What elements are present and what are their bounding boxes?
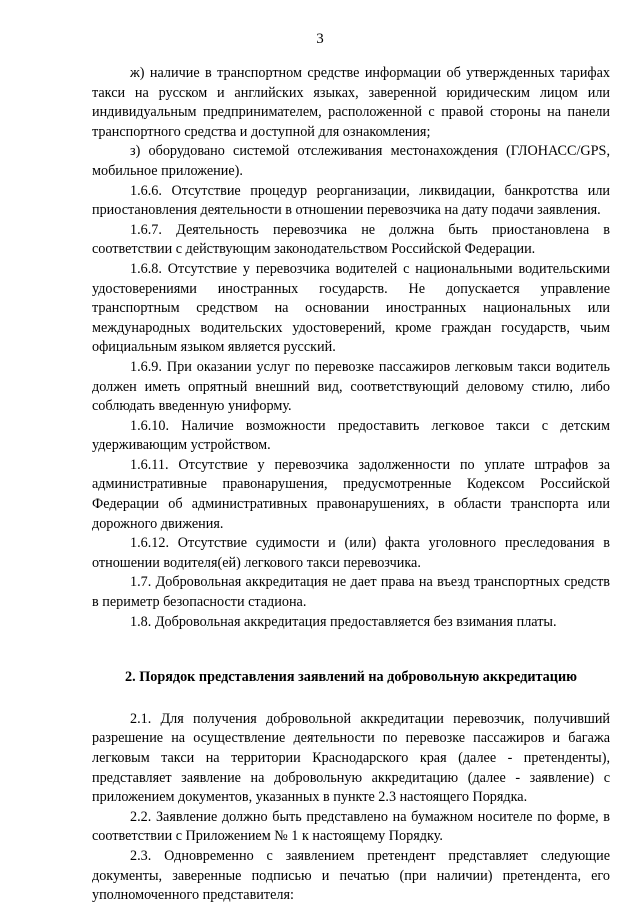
- paragraph-2-1: 2.1. Для получения добровольной аккредитации перевозчик, получивший разрешение на осуществление деятельности по перевозке пассажиров и багажа легковым такси на территории Краснодарского края (далее - претенденты), представляет заявление на добровольную аккредитацию (далее - заявление) с приложением документов, указанных в пункте 2.3 настоящего Порядка.: [92, 710, 610, 806]
- document-body: [92, 64, 610, 906]
- paragraph-2-2: 2.2. Заявление должно быть представлено на бумажном носителе по форме, в соответствии с Приложением № 1 к настоящему Порядку.: [92, 808, 610, 845]
- paragraph-1-8: 1.8. Добровольная аккредитация предоставляется без взимания платы.: [130, 613, 557, 630]
- paragraph-1-6-9: 1.6.9. При оказании услуг по перевозке пассажиров легковым такси водитель должен иметь опрятный внешний вид, соответствующий деловому стилю, либо соблюдать введенную униформу.: [92, 358, 610, 415]
- paragraph-1-6-12: 1.6.12. Отсутствие судимости и (или) факта уголовного преследования в отношении водителя(ей) легкового такси перевозчика.: [92, 535, 610, 571]
- paragraph-1-6-10: 1.6.10. Наличие возможности предоставить легковое такси с детским удерживающим устройством.: [92, 417, 610, 454]
- paragraph-item-z: з) оборудовано системой отслеживания местонахождения (ГЛОНАСС/GPS, мобильное приложение).: [92, 143, 610, 179]
- paragraph-1-6-11: 1.6.11. Отсутствие у перевозчика задолженности по уплате штрафов за административные правонарушения, предусмотренные Кодексом Российской Федерации об административных правонарушениях, в области транспорта или дорожного движения.: [92, 456, 610, 532]
- paragraph-2-3: 2.3. Одновременно с заявлением претендент представляет следующие документы, заверенные подписью и печатью (при наличии) претендента, его уполномоченного представителя:: [92, 847, 610, 904]
- paragraph-1-7: 1.7. Добровольная аккредитация не дает права на въезд транспортных средств в периметр безопасности стадиона.: [92, 574, 610, 611]
- paragraph-1-6-8: 1.6.8. Отсутствие у перевозчика водителей с национальными водительскими удостоверениями иностранных государств. Не допускается управление транспортным средством на основании иностранных национальных или международных водительских удостоверений, кроме граждан государств, чьим официальным языком является русский.: [92, 260, 610, 356]
- section-heading: 2. Порядок представления заявлений на добровольную аккредитацию: [125, 669, 577, 686]
- paragraph-1-6-6: 1.6.6. Отсутствие процедур реорганизации, ликвидации, банкротства или приостановления деятельности в отношении перевозчика на дату подачи заявления.: [92, 182, 610, 219]
- page-number: 3: [316, 31, 324, 47]
- paragraph-1-6-7: 1.6.7. Деятельность перевозчика не должна быть приостановлена в соответствии с действующим законодательством Российской Федерации.: [92, 221, 610, 258]
- paragraph-item-zh: ж) наличие в транспортном средстве информации об утвержденных тарифах такси на русском и английских языках, заверенной юридическим лицом или индивидуальным предпринимателем, расположенной с правой стороны на панели транспортного средства и доступной для ознакомления;: [92, 65, 610, 140]
